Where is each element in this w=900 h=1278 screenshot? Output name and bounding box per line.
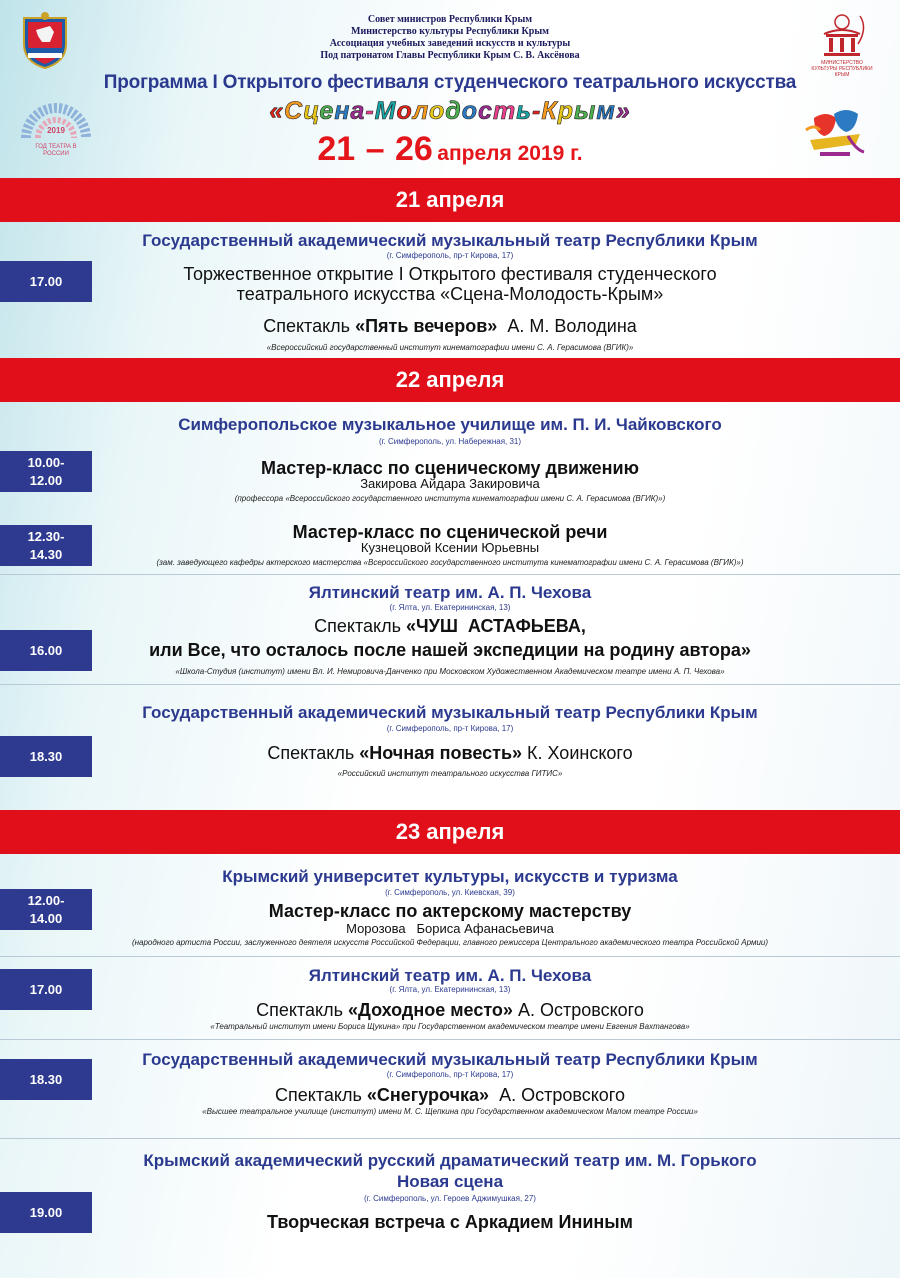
venue-title: Государственный академический музыкальный театр Республики Крым: [142, 1050, 758, 1069]
show-title: «Ночная повесть»: [359, 743, 523, 763]
venue-title: Ялтинский театр им. А. П. Чехова: [308, 583, 592, 602]
time-start: 12.00-: [27, 892, 65, 908]
masterclass-title-text: Мастер-класс по сценической речи: [292, 522, 608, 542]
meeting-title: [0, 1212, 900, 1233]
show-author: А. Островского: [512, 1000, 644, 1020]
date-from: 21: [317, 130, 356, 168]
masterclass-person: Закирова Айдара Закировича: [360, 476, 540, 491]
venue-subtitle: Новая сцена: [396, 1172, 504, 1191]
time-start: 10.00-: [27, 454, 65, 470]
institution-note: «Российский институт театрального искусства ГИТИС»: [337, 769, 563, 778]
show-prefix: Спектакль: [314, 616, 406, 636]
show-prefix: Спектакль: [256, 1000, 349, 1020]
divider: [0, 1138, 900, 1139]
show-prefix: Спектакль: [275, 1085, 367, 1105]
time-badge: 18.30: [0, 736, 92, 777]
year-logo-year: 2019: [47, 126, 65, 135]
show-prefix: Спектакль: [263, 316, 356, 336]
date-to: 26: [395, 130, 433, 168]
venue-address: (г. Симферополь, пр-т Кирова, 17): [386, 251, 514, 260]
venue-address: (г. Симферополь, пр-т Кирова, 17): [386, 1070, 514, 1079]
show-line: [0, 316, 900, 337]
masterclass-person: Кузнецовой Ксении Юрьевны: [360, 540, 540, 555]
festival-name-text: «Сцена-Молодость-Крым»: [269, 97, 631, 125]
masterclass-title-text: Мастер-класс по актерскому мастерству: [268, 901, 632, 921]
show-title: «Доходное место»: [348, 1000, 513, 1020]
masterclass-person: Морозова Бориса Афанасьевича: [346, 921, 554, 936]
show-prefix: Спектакль: [267, 743, 360, 763]
day-band-22: 22 апреля: [0, 358, 900, 402]
org-line-2: Министерство культуры Республики Крым: [351, 26, 549, 37]
venue-address: (г. Симферополь, ул. Героев Аджимушкая, 27): [364, 1194, 536, 1203]
time-badge: 17.00: [0, 261, 92, 302]
time-badge: 19.00: [0, 1192, 92, 1233]
show-title: «Пять вечеров»: [355, 316, 498, 336]
show-title-line-2-text: или Все, что осталось после нашей экспедиции на родину автора»: [149, 640, 751, 660]
show-line: [0, 743, 900, 764]
time-badge: 17.00: [0, 969, 92, 1010]
show-author: А. М. Володина: [497, 316, 637, 336]
time-badge: 18.30: [0, 1059, 92, 1100]
masterclass-title: [0, 901, 900, 922]
opening-line-1: Торжественное открытие I Открытого фестиваля студенческого: [183, 264, 717, 284]
org-line-3: Ассоциация учебных заведений искусств и культуры: [329, 38, 571, 49]
show-line: [0, 616, 900, 637]
show-title-line-2: [0, 640, 900, 661]
venue-address: (г. Симферополь, пр-т Кирова, 17): [386, 724, 514, 733]
show-title-line-1: «ЧУШ АСТАФЬЕВА,: [405, 616, 586, 636]
venue-address: (г. Симферополь, ул. Набережная, 31): [378, 437, 522, 446]
divider: [0, 956, 900, 957]
year-logo-caption: ГОД ТЕАТРА В РОССИИ: [35, 144, 77, 157]
ministry-logo-caption: МИНИСТЕРСТВО КУЛЬТУРЫ РЕСПУБЛИКИ КРЫМ: [811, 60, 873, 78]
venue-title: Государственный академический музыкальный театр Республики Крым: [142, 703, 758, 722]
show-line: [0, 1085, 900, 1106]
org-line-1: Совет министров Республики Крым: [367, 14, 533, 25]
program-title: Программа I Открытого фестиваля студенческого театрального искусства: [103, 72, 797, 93]
venue-title: Ялтинский театр им. А. П. Чехова: [308, 966, 592, 985]
time-end: 14.30: [29, 546, 63, 562]
meeting-title-text: Творческая встреча с Аркадием Ининым: [267, 1212, 633, 1232]
institution-note: (зам. заведующего кафедры актерского мастерства «Всероссийского государственного института кинематографии имени С. А. Герасимова (ВГИК)»): [156, 558, 744, 567]
festival-name: [0, 97, 900, 126]
institution-note: «Высшее театральное училище (институт) имени М. С. Щепкина при Государственном академическом Малом театре России»: [202, 1107, 698, 1116]
venue-address: (г. Ялта, ул. Екатерининская, 13): [389, 603, 511, 612]
day-band-23: 23 апреля: [0, 810, 900, 854]
divider: [0, 684, 900, 685]
show-author: К. Хоинского: [522, 743, 633, 763]
date-rest: апреля 2019 г.: [437, 142, 583, 165]
divider: [0, 1039, 900, 1040]
institution-note: «Всероссийский государственный институт кинематографии имени С. А. Герасимова (ВГИК)»: [266, 343, 634, 352]
venue-title: Крымский университет культуры, искусств и туризма: [222, 867, 678, 886]
show-author: А. Островского: [489, 1085, 625, 1105]
venue-title: Крымский академический русский драматический театр им. М. Горького: [143, 1151, 757, 1170]
date-dash: –: [365, 130, 385, 168]
show-line: [0, 1000, 900, 1021]
festival-dates: [0, 130, 900, 169]
institution-note: «Театральный институт имени Бориса Щукина» при Государственном академическом театре имени Евгения Вахтангова»: [210, 1022, 690, 1031]
institution-note: «Школа-Студия (институт) имени Вл. И. Немировича-Данченко при Московском Художественном Академическом театре имени А. П. Чехова»: [175, 667, 725, 676]
org-line-4: Под патронатом Главы Республики Крым С. В. Аксёнова: [320, 50, 580, 61]
masterclass-title-text: Мастер-класс по сценическому движению: [261, 458, 639, 478]
venue-title: Государственный академический музыкальный театр Республики Крым: [142, 231, 758, 250]
time-end: 14.00: [29, 910, 63, 926]
time-start: 12.30-: [27, 528, 65, 544]
venue-title: Симферопольское музыкальное училище им. П. И. Чайковского: [178, 415, 722, 434]
institution-note: (профессора «Всероссийского государственного института кинематографии имени С. А. Герасимова (ВГИК)»): [234, 494, 666, 503]
venue-address: (г. Симферополь, ул. Киевская, 39): [385, 888, 515, 897]
day-band-21: 21 апреля: [0, 178, 900, 222]
time-end: 12.00: [29, 472, 63, 488]
venue-address: (г. Ялта, ул. Екатерининская, 13): [389, 985, 511, 994]
opening-line-2: театрального искусства «Сцена-Молодость-Крым»: [236, 284, 664, 304]
time-badge: 16.00: [0, 630, 92, 671]
show-title: «Снегурочка»: [366, 1085, 490, 1105]
institution-note: (народного артиста России, заслуженного деятеля искусств Российской Федерации, главного режиссера Центрального академического театра Российской Армии): [131, 938, 769, 947]
divider: [0, 574, 900, 575]
